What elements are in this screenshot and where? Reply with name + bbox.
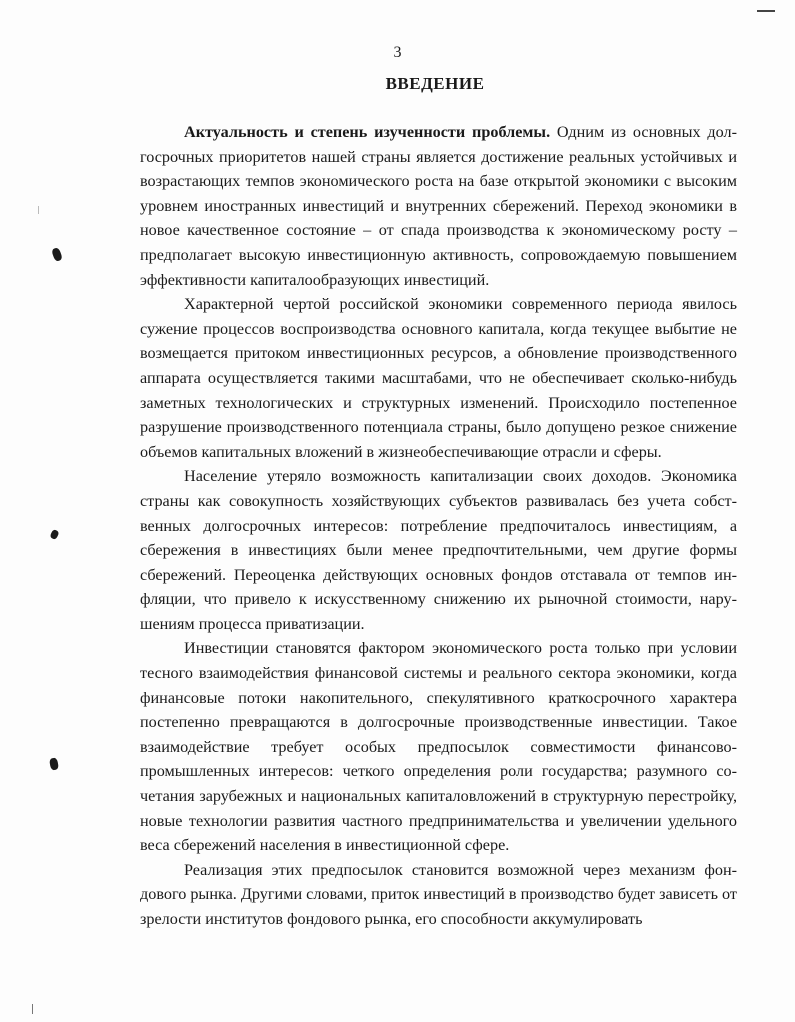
scan-edge-mark-bottom bbox=[32, 1004, 33, 1014]
binder-hole-mark-1 bbox=[51, 247, 63, 262]
paragraph-text: Характерной чертой российской экономики современного периода явилось сужение процессов воспроизводства основного капитала, когда текущее выбытие не возмещается притоком инвестиционных ресурсов, а обновление производственного аппарата осуществляется такими масштабами, что не обеспечивает сколько-нибудь заметных технологических и структурных изменений. Происходило постепенное разрушение производственного потенциала страны, было допущено резкое снижение объемов капитальных вложений в жизнеобеспечивающие отрасли и сферы. bbox=[140, 295, 737, 461]
paragraph-3 bbox=[140, 464, 737, 636]
scan-corner-mark bbox=[757, 10, 775, 12]
paragraph-4 bbox=[140, 636, 737, 857]
paragraph-text: Одним из основных долгосрочных приоритетов нашей страны является достижение реальных устойчивых и возрастающих темпов экономического роста на базе открытой экономики с высоким уровнем иностранных инвестиций и внутренних сбережений. Переход экономики в новое качественное состояние – от спада производства к экономическому росту – предполагает высокую инвестиционную активность, сопровождаемую повышением эффективности капиталообразующих инвестиций. bbox=[140, 123, 737, 289]
paragraph-2 bbox=[140, 292, 737, 464]
paragraph-text: Реализация этих предпосылок становится возможной через механизм фондового рынка. Другими словами, приток инвестиций в производство будет зависеть от зрелости институтов фондового рынка, его способности аккумулировать bbox=[140, 860, 737, 928]
paragraph-text: Инвестиции становятся фактором экономического роста только при условии тесного взаимодействия финансовой системы и реального сектора экономики, когда финансовые потоки накопительного, спекулятивного краткосрочного характера постепенно превращаются в долгосрочные производственные инвестиции. Такое взаимодействие требует особых предпосылок совместимости финансово-промышленных интересов: четкого определения роли государства; разумного сочетания зарубежных и национальных капиталовложений в структурную перестройку, новые технологии развития частного предпринимательства и увеличении удельного веса сбережений населения в инвестиционной сфере. bbox=[140, 639, 737, 855]
scan-edge-mark bbox=[38, 206, 39, 214]
binder-hole-mark-3 bbox=[49, 757, 59, 770]
section-heading: ВВЕДЕНИЕ bbox=[385, 74, 485, 93]
paragraph-1 bbox=[140, 120, 737, 292]
body-text bbox=[140, 120, 737, 932]
binder-hole-mark-2 bbox=[49, 529, 59, 540]
paragraph-5 bbox=[140, 858, 737, 932]
paragraph-text: Население утеряло возможность капитализации своих доходов. Экономика страны как совокупность хозяйствующих субъектов развивалась без учета собственных долгосрочных интересов: потребление предпочиталось инвестициям, а сбережения в инвестициях были менее предпочтительными, чем другие формы сбережений. Переоценка действующих основных фондов отставала от темпов инфляции, что привело к искусственному снижению их рыночной стоимости, нарушениям процесса приватизации. bbox=[140, 467, 737, 633]
paragraph-lead: Актуальность и степень изученности проблемы. bbox=[184, 123, 551, 141]
page-number: 3 bbox=[393, 44, 402, 61]
